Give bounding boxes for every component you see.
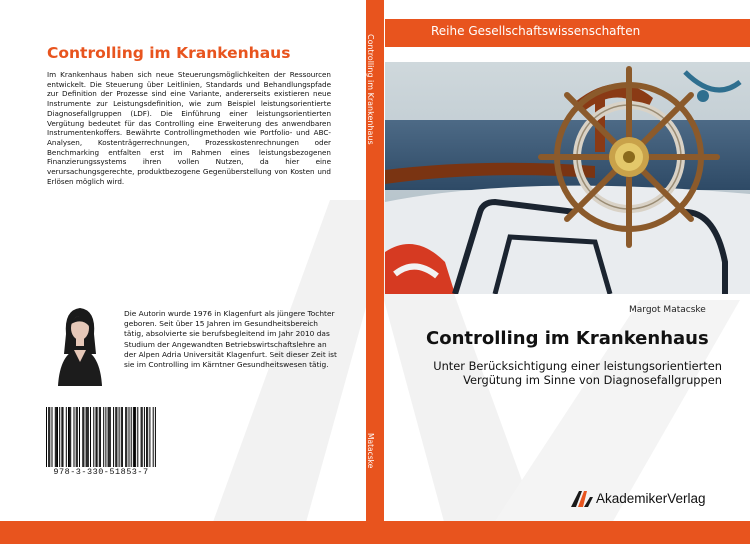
author-bio: Die Autorin wurde 1976 in Klagenfurt als jüngere Tochter geboren. Seit über 15 Jahren im Gesundheitsbereich tätig, absolvierte sie berufsbegleitend im Jahr 2010 das Studium der Angewandten Betriebswirtschaftslehre an der Alpen Adria Universität Klagenfurt. Seit dieser Zeit ist sie im Controlling im Kärntner Gesundheitswesen tätig. xyxy=(124,309,337,370)
isbn-number: 978-3-330-51853-7 xyxy=(53,467,149,477)
back-cover-title: Controlling im Krankenhaus xyxy=(47,44,291,62)
back-cover-blurb: Im Krankenhaus haben sich neue Steuerungsmöglichkeiten der Ressourcen entwickelt. Die Steuerung über Leitlinien, Standards und Behandlungspfade zur Definition der Prozesse sind eine Variante, andererseits existieren neue Instrumente zur Leistungsdefinition, wie zum Beispiel leistungsorientierte Diagnosefallgruppen (LDF). Die Einführung einer leistungsorientierten Vergütung bedeutet für das Controlling eine Erweiterung des anwendbaren Instrumentenkoffers. Bewährte Controllingmethoden wie Portfolio- und ABC-Analysen, Kostenträgerrechnungen, Prozesskostenrechnungen oder Benchmarking entfalten erst im Rahmen eines leistungsbezogenen Finanzierungssystems ihren vollen Nutzen, da hier eine verursachungsgerechte, produktbezogene Gegenüberstellung von Kosten und Erlösen möglich wird. xyxy=(47,70,331,186)
series-label: Reihe Gesellschaftswissenschaften xyxy=(431,24,641,38)
barcode xyxy=(46,407,156,467)
spine-author: Matacske xyxy=(366,433,375,469)
front-subtitle: Unter Berücksichtigung einer leistungsorientierten Vergütung im Sinne von Diagnosefallgruppen xyxy=(433,359,722,388)
spine-title: Controlling im Krankenhaus xyxy=(366,34,375,145)
publisher-name: AkademikerVerlag xyxy=(596,491,706,506)
front-author: Margot Matacske xyxy=(629,305,706,315)
ship-wheel-photo xyxy=(385,62,750,294)
front-title: Controlling im Krankenhaus xyxy=(426,328,709,349)
author-portrait xyxy=(54,304,106,386)
